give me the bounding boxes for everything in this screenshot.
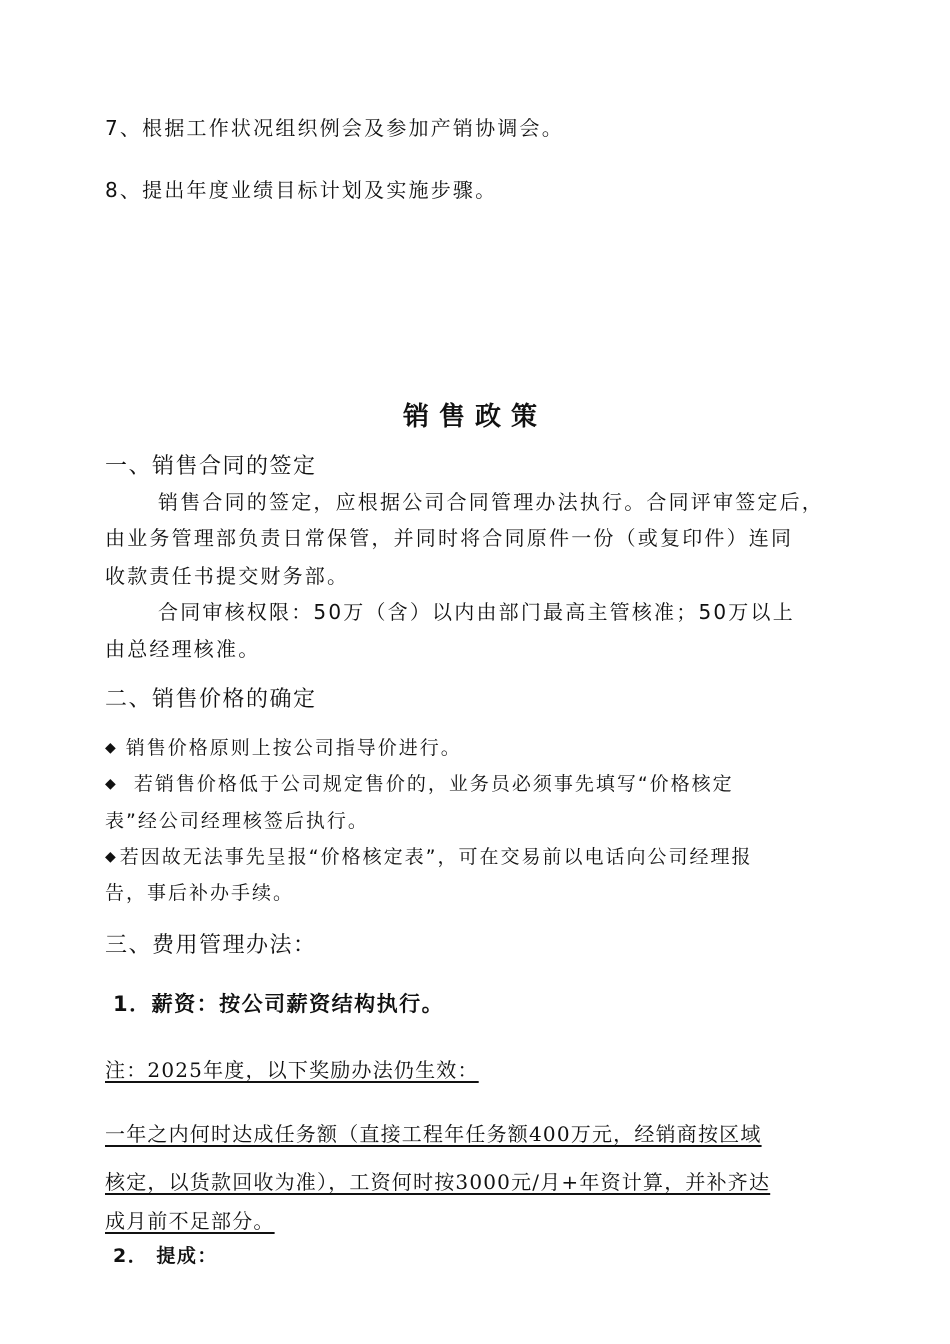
- bonus-note-line1: 一年之内何时达成任务额（直接工程年任务额400万元，经销商按区域: [105, 1122, 762, 1146]
- contract-para2-line1: 合同审核权限：50万（含）以内由部门最高主管核准；50万以上: [158, 600, 795, 624]
- section-heading-contract: 一、销售合同的签定: [105, 454, 317, 479]
- price-item-3-line1: [105, 842, 870, 869]
- price-item-3-text: 若因故无法事先呈报“价格核定表”，可在交易前以电话向公司经理报: [119, 846, 753, 868]
- section-heading-price: 二、销售价格的确定: [105, 687, 317, 712]
- contract-para2-line2: 由总经理核准。: [105, 637, 261, 661]
- contract-para1-line2: 由业务管理部负责日常保管，并同时将合同原件一份（或复印件）连同: [105, 526, 794, 550]
- price-item-2-line2: 表”经公司经理核签后执行。: [105, 810, 369, 832]
- diamond-bullet-icon: ◆: [105, 776, 118, 792]
- price-item-1-text: 销售价格原则上按公司指导价进行。: [125, 737, 462, 759]
- contract-para1-line3: 收款责任书提交财务部。: [105, 564, 350, 588]
- expense-item-commission: 2． 提成：: [113, 1245, 218, 1267]
- expense-item-salary: 1．薪资：按公司薪资结构执行。: [113, 992, 445, 1016]
- list-item-7: 7、根据工作状况组织例会及参加产销协调会。: [105, 116, 564, 140]
- section-heading-expense: 三、费用管理办法：: [105, 933, 317, 958]
- diamond-bullet-icon: ◆: [105, 849, 118, 865]
- bonus-note-line2: 核定，以货款回收为准），工资何时按3000元/月+年资计算，并补齐达: [105, 1170, 771, 1194]
- bonus-note-heading: 注：2025年度，以下奖励办法仍生效：: [105, 1058, 479, 1082]
- page-title: 销售政策: [402, 402, 547, 432]
- contract-para1-line1: 销售合同的签定，应根据公司合同管理办法执行。合同评审签定后，: [158, 490, 824, 514]
- price-item-1: [105, 733, 870, 760]
- price-item-2-line1: [105, 769, 870, 796]
- bonus-note-line3: 成月前不足部分。: [105, 1209, 275, 1233]
- diamond-bullet-icon: ◆: [105, 740, 118, 756]
- price-item-2-text: 若销售价格低于公司规定售价的，业务员必须事先填写“价格核定: [125, 773, 734, 795]
- price-item-3-line2: 告，事后补办手续。: [105, 882, 295, 904]
- list-item-8: 8、提出年度业绩目标计划及实施步骤。: [105, 178, 498, 202]
